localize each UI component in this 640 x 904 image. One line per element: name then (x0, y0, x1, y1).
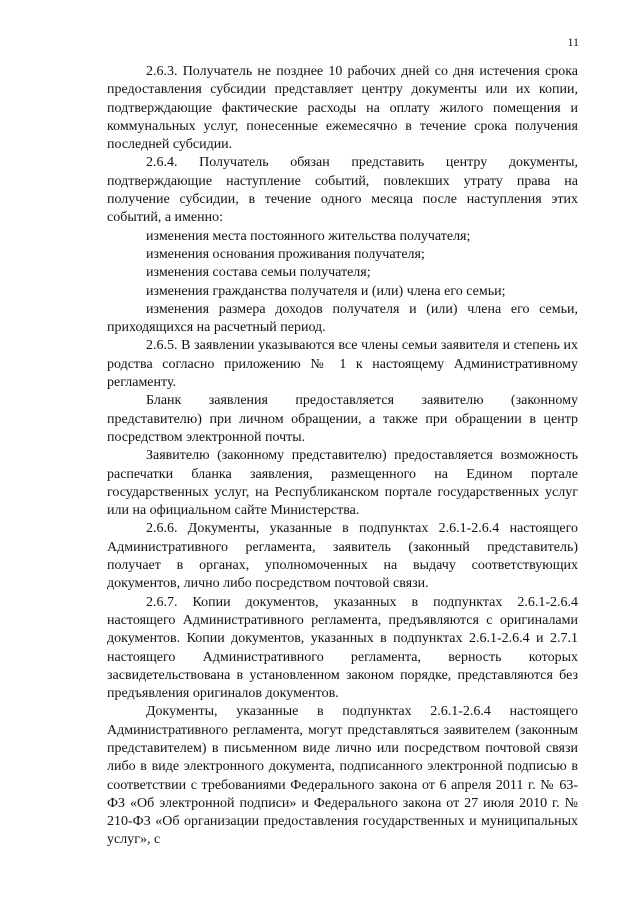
list-item: изменения основания проживания получателя; (146, 246, 425, 262)
page-number: 11 (567, 35, 579, 49)
paragraph-documents: Документы, указанные в подпунктах 2.6.1-2.6.4 настоящего Административного регламента, могут представляться заявителем (законным представителем) в письменном виде лично или посредством почтовой связи либо в виде электронного документа, подписанного электронной подписью в соответствии с требованиями Федерального закона от 6 апреля 2011 г. № 63-ФЗ «Об электронной подписи» и Федерального закона от 27 июля 2010 г. № 210-ФЗ «Об организации предоставления государственных и муниципальных услуг», с (107, 704, 578, 848)
paragraph-blank: Бланк заявления предоставляется заявителю (законному представителю) при личном обращении, а также при обращении в центр посредством электронной почты. (107, 393, 578, 445)
paragraph-2-6-5: 2.6.5. В заявлении указываются все члены семьи заявителя и степень их родства согласно приложению № 1 к настоящему Административному регламенту. (107, 338, 578, 391)
list-item: изменения гражданства получателя и (или) члена его семьи; (146, 283, 506, 299)
list-item: изменения места постоянного жительства получателя; (146, 228, 471, 244)
paragraph-2-6-4: 2.6.4. Получатель обязан представить центру документы, подтверждающие наступление событий, повлекших утрату права на получение субсидии, в течение одного месяца после наступления этих событий, а именно: (107, 155, 578, 226)
list-item: изменения размера доходов получателя и (или) члена его семьи, приходящихся на расчетный период. (107, 301, 578, 336)
list-item: изменения состава семьи получателя; (146, 265, 371, 281)
paragraph-2-6-6: 2.6.6. Документы, указанные в подпунктах 2.6.1-2.6.4 настоящего Административного регламента, заявитель (законный представитель) получает в органах, уполномоченных на выдачу соответствующих документов, лично либо посредством почтовой связи. (107, 521, 578, 592)
paragraph-2-6-3: 2.6.3. Получатель не позднее 10 рабочих дней со дня истечения срока предоставления субсидии представляет центру документы или их копии, подтверждающие фактические расходы на оплату жилого помещения и коммунальных услуг, понесенные ежемесячно в течение срока получения последней субсидии. (107, 64, 578, 153)
paragraph-2-6-7: 2.6.7. Копии документов, указанных в подпунктах 2.6.1-2.6.4 настоящего Административного регламента, предъявляются с оригиналами документов. Копии документов, указанных в подпунктах 2.6.1-2.6.4 и 2.7.1 настоящего Административного регламента, верность которых засвидетельствована в установленном законом порядке, представляются без предъявления оригиналов документов. (107, 594, 578, 702)
document-body (107, 63, 578, 850)
paragraph-print: Заявителю (законному представителю) предоставляется возможность распечатки бланка заявления, размещенного на Едином портале государственных услуг, на Республиканском портале государственных услуг или на официальном сайте Министерства. (107, 448, 578, 519)
